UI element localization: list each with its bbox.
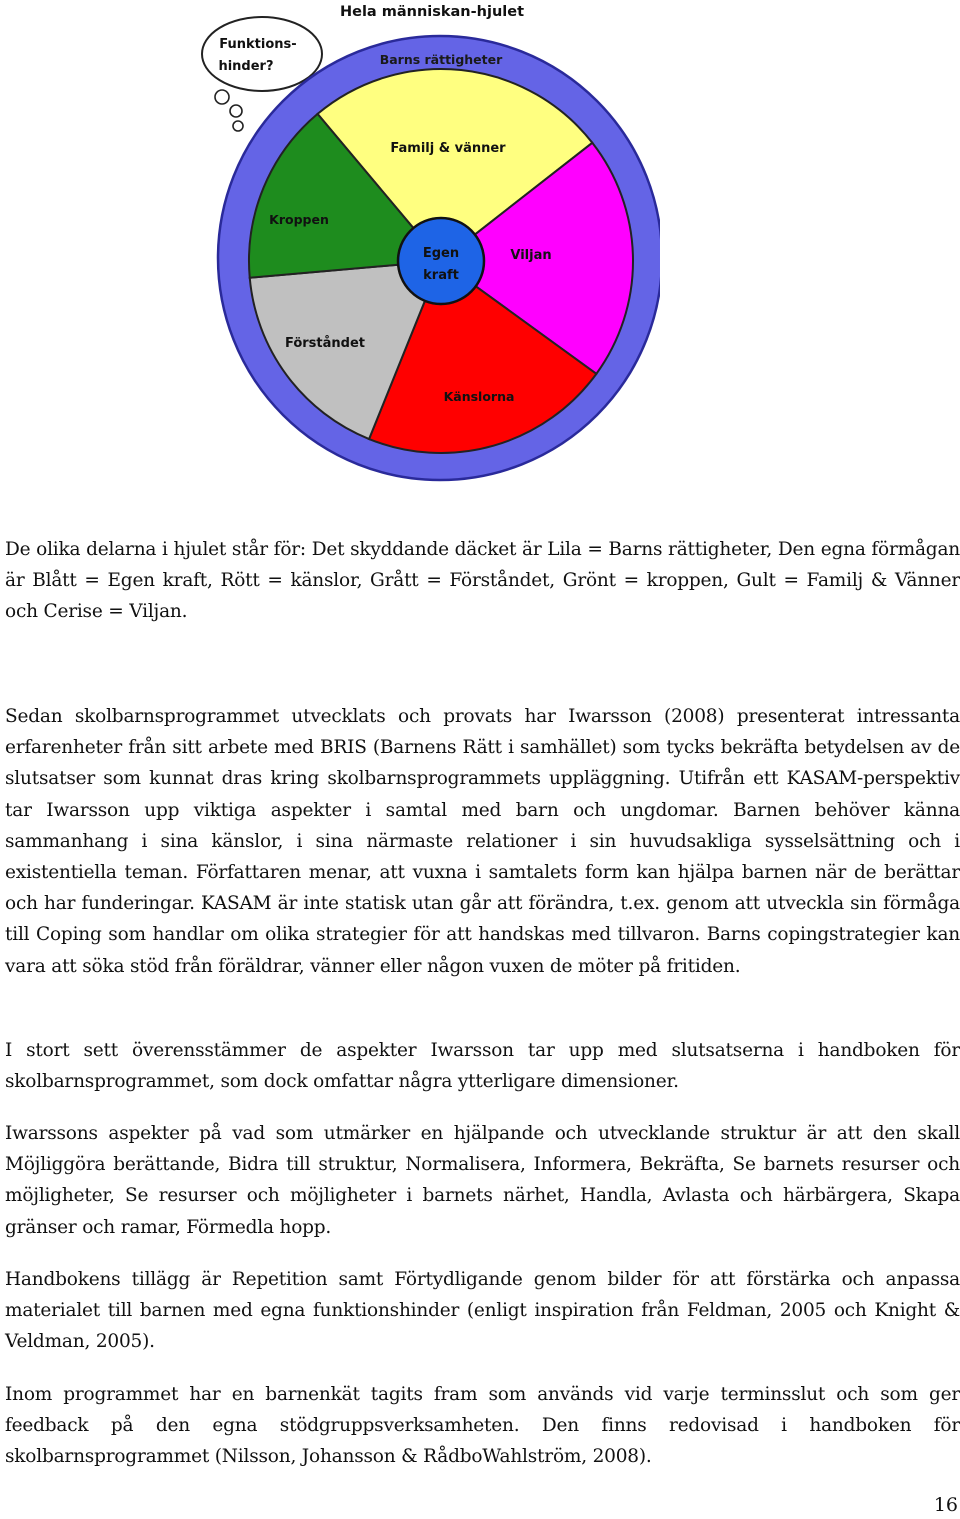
figure-caption: De olika delarna i hjulet står för: Det skyddande däcket är Lila = Barns rättigheter, Den egna förmågan är Blått = Egen kraft, Rött = känslor, Grått = Förståndet, Grönt = kroppen, Gult = Familj & Vänner och Cerise = Viljan. (5, 539, 960, 623)
paragraph-overensstammer: I stort sett överensstämmer de aspekter Iwarsson tar upp med slutsatserna i handboken för skolbarnsprogrammet, som dock omfattar några ytterligare dimensioner. (5, 1040, 960, 1093)
figure-title: Hela människan-hjulet (339, 4, 525, 20)
label-center-line-1: Egen (422, 246, 460, 261)
label-kroppen: Kroppen (269, 212, 329, 227)
thought-dot-medium (230, 105, 242, 117)
thought-bubble-line-1: Funktions- (219, 37, 297, 52)
label-forstandet: Förståndet (284, 336, 366, 351)
paragraph-aspekter: Iwarssons aspekter på vad som utmärker en hjälpande och utvecklande struktur är att den skall Möjliggöra berättande, Bidra till struktur, Normalisera, Informera, Bekräfta, Se barnets resurser och möjligheter, Se resurser och möjligheter i barnets närhet, Handla, Avlasta och härbärgera, Skapa gränser och ramar, Förmedla hopp. (5, 1123, 960, 1238)
label-familj-vanner: Familj & vänner (390, 141, 506, 156)
page-number: 16 (933, 1494, 958, 1516)
tire-label: Barns rättigheter (379, 52, 503, 67)
label-viljan: Viljan (510, 248, 552, 263)
center-egen-kraft (398, 218, 484, 304)
paragraph-barnenkat: Inom programmet har en barnenkät tagits fram som används vid varje terminsslut och som ger feedback på den egna stödgruppsverksamheten. Den finns redovisad i handboken för skolbarnsprogrammet (Nilsson, Johansson & RådboWahlström, 2008). (5, 1384, 960, 1468)
label-kanslorna: Känslorna (443, 389, 515, 404)
thought-bubble (202, 17, 322, 91)
paragraph-iwarsson-kasam: Sedan skolbarnsprogrammet utvecklats och provats har Iwarsson (2008) presenterat intressanta erfarenheter från sitt arbete med BRIS (Barnens Rätt i samhället) som tycks bekräfta betydelsen av de slutsatser som kunnat dras kring skolbarnsprogrammets uppläggning. Utifrån ett KASAM-perspektiv tar Iwarsson upp viktiga aspekter i samtal med barn och ungdomar. Barnen behöver känna sammanhang i sina känslor, i sina närmaste relationer i sin huvudsakliga sysselsättning och i existentiella teman. Författaren menar, att vuxna i samtalets form kan hjälpa barnen när de berättar och har funderingar. KASAM är inte statisk utan går att förändra, t.ex. genom att utveckla sin förmåga till Coping som handlar om olika strategier för att handskas med tillvaron. Barns copingstrategier kan vara att söka stöd från föräldrar, vänner eller någon vuxen de möter på fritiden. (5, 706, 960, 977)
label-center-line-2: kraft (423, 268, 459, 283)
paragraph-handbokens-tillagg: Handbokens tillägg är Repetition samt Förtydligande genom bilder för att förstärka och anpassa materialet till barnen med egna funktionshinder (enligt inspiration från Feldman, 2005 och Knight & Veldman, 2005). (5, 1269, 960, 1353)
thought-bubble-line-2: hinder? (218, 59, 274, 74)
thought-dot-small (233, 121, 243, 131)
thought-dot-large (215, 90, 229, 104)
wheel-figure (190, 0, 660, 485)
